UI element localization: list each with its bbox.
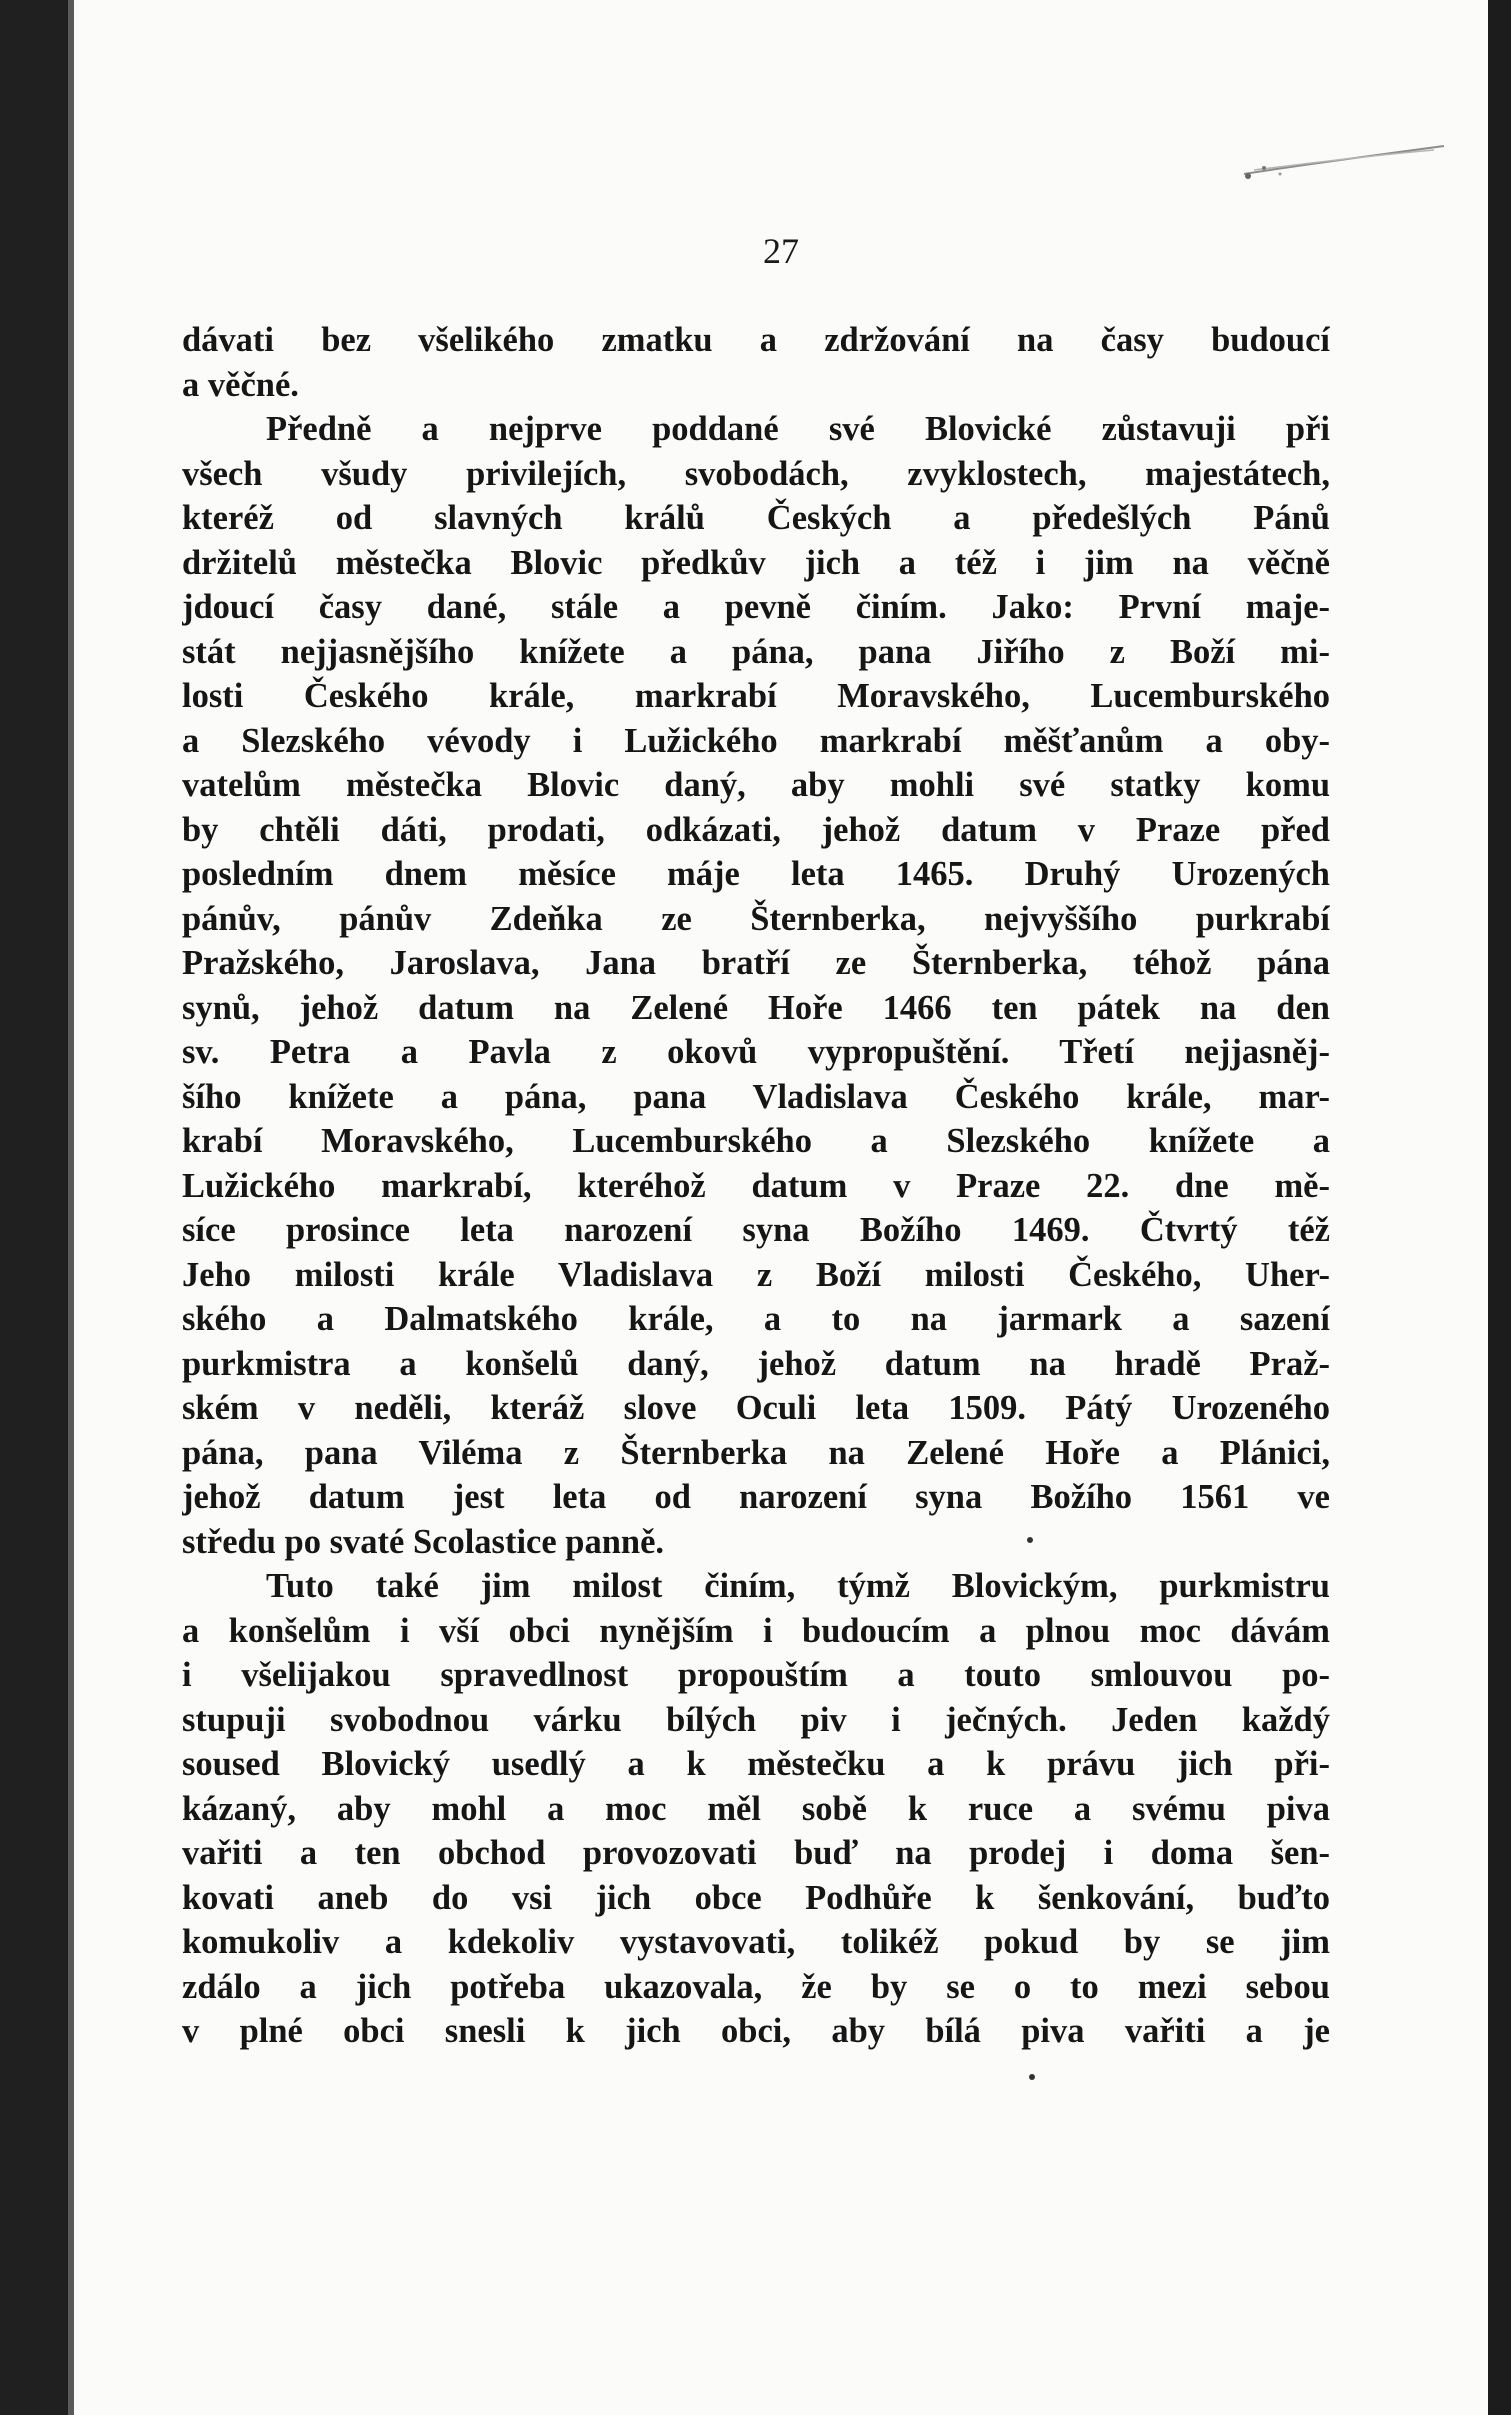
text-line: stupuji svobodnou várku bílých piv i ječných. Jeden každý bbox=[182, 1700, 1330, 1739]
text-line: sv. Petra a Pavla z okovů vypropuštění. Třetí nejjasněj- bbox=[182, 1033, 1330, 1071]
scan-right-border bbox=[1488, 0, 1511, 2415]
text-line: jehož datum jest leta od narození syna Božího 1561 ve bbox=[182, 1478, 1330, 1516]
ink-smudge-mark bbox=[1234, 140, 1454, 180]
text-line: v plné obci snesli k jich obci, aby bílá piva vařiti a je bbox=[182, 2012, 1330, 2050]
text-line: ského a Dalmatského krále, a to na jarmark a sazení bbox=[182, 1300, 1330, 1338]
text-line: losti Českého krále, markrabí Moravského, Lucemburského bbox=[182, 677, 1330, 715]
text-line: a věčné. bbox=[182, 365, 299, 404]
text-line: a Slezského vévody i Lužického markrabí měšťanům a oby- bbox=[182, 721, 1330, 760]
text-line: by chtěli dáti, prodati, odkázati, jehož datum v Praze před bbox=[182, 810, 1330, 849]
text-line: síce prosince leta narození syna Božího 1469. Čtvrtý též bbox=[182, 1211, 1330, 1249]
page-number: 27 bbox=[763, 231, 799, 271]
text-line: Lužického markrabí, kteréhož datum v Praze 22. dne mě- bbox=[182, 1166, 1330, 1205]
text-line: pánův, pánův Zdeňka ze Šternberka, nejvyššího purkrabí bbox=[182, 899, 1330, 938]
text-line: posledním dnem měsíce máje leta 1465. Druhý Urozených bbox=[182, 855, 1330, 893]
speck-mark bbox=[1027, 1537, 1033, 1543]
text-line: pána, pana Viléma z Šternberka na Zelené Hoře a Plánici, bbox=[182, 1433, 1330, 1472]
text-line: vatelům městečka Blovic daný, aby mohli své statky komu bbox=[182, 766, 1330, 804]
text-line: šího knížete a pána, pana Vladislava Českého krále, mar- bbox=[182, 1077, 1330, 1116]
body-text bbox=[182, 318, 1330, 2054]
text-line: všech všudy privilejích, svobodách, zvyklostech, majestátech, bbox=[182, 454, 1330, 493]
text-line: jdoucí časy dané, stále a pevně činím. Jako: První maje- bbox=[182, 588, 1330, 626]
text-line: ském v neděli, kteráž slove Oculi leta 1509. Pátý Urozeného bbox=[182, 1389, 1330, 1427]
text-line: Pražského, Jaroslava, Jana bratří ze Šternberka, téhož pána bbox=[182, 944, 1330, 982]
text-line: dávati bez všelikého zmatku a zdržování na časy budoucí bbox=[182, 321, 1330, 359]
text-line: Předně a nejprve poddané své Blovické zůstavuji při bbox=[266, 410, 1330, 448]
text-line: soused Blovický usedlý a k městečku a k právu jich při- bbox=[182, 1745, 1330, 1783]
scan-left-border bbox=[0, 0, 72, 2415]
text-line: purkmistra a konšelů daný, jehož datum na hradě Praž- bbox=[182, 1344, 1330, 1383]
text-line: komukoliv a kdekoliv vystavovati, tolikéž pokud by se jim bbox=[182, 1923, 1330, 1961]
text-line: kteréž od slavných králů Českých a předešlých Pánů bbox=[182, 499, 1330, 537]
text-line: a konšelům i vší obci nynějším i budoucím a plnou moc dávám bbox=[182, 1611, 1330, 1650]
text-line: Tuto také jim milost činím, týmž Blovickým, purkmistru bbox=[266, 1567, 1330, 1605]
text-line: držitelů městečka Blovic předkův jich a též i jim na věčně bbox=[182, 543, 1330, 582]
text-line: zdálo a jich potřeba ukazovala, že by se o to mezi sebou bbox=[182, 1967, 1330, 2006]
text-line: vařiti a ten obchod provozovati buď na prodej i doma šen- bbox=[182, 1834, 1330, 1872]
text-line: stát nejjasnějšího knížete a pána, pana Jiřího z Boží mi- bbox=[182, 632, 1330, 671]
book-page bbox=[74, 0, 1488, 2415]
text-line: kázaný, aby mohl a moc měl sobě k ruce a svému piva bbox=[182, 1789, 1330, 1828]
text-line: synů, jehož datum na Zelené Hoře 1466 ten pátek na den bbox=[182, 988, 1330, 1027]
text-line: Jeho milosti krále Vladislava z Boží milosti Českého, Uher- bbox=[182, 1255, 1330, 1294]
text-line: kovati aneb do vsi jich obce Podhůře k šenkování, buďto bbox=[182, 1878, 1330, 1917]
text-line: i všelijakou spravedlnost propouštím a touto smlouvou po- bbox=[182, 1656, 1330, 1694]
speck-mark bbox=[1029, 2074, 1035, 2080]
text-line: krabí Moravského, Lucemburského a Slezského knížete a bbox=[182, 1122, 1330, 1160]
text-line: středu po svaté Scolastice panně. bbox=[182, 1522, 665, 1561]
